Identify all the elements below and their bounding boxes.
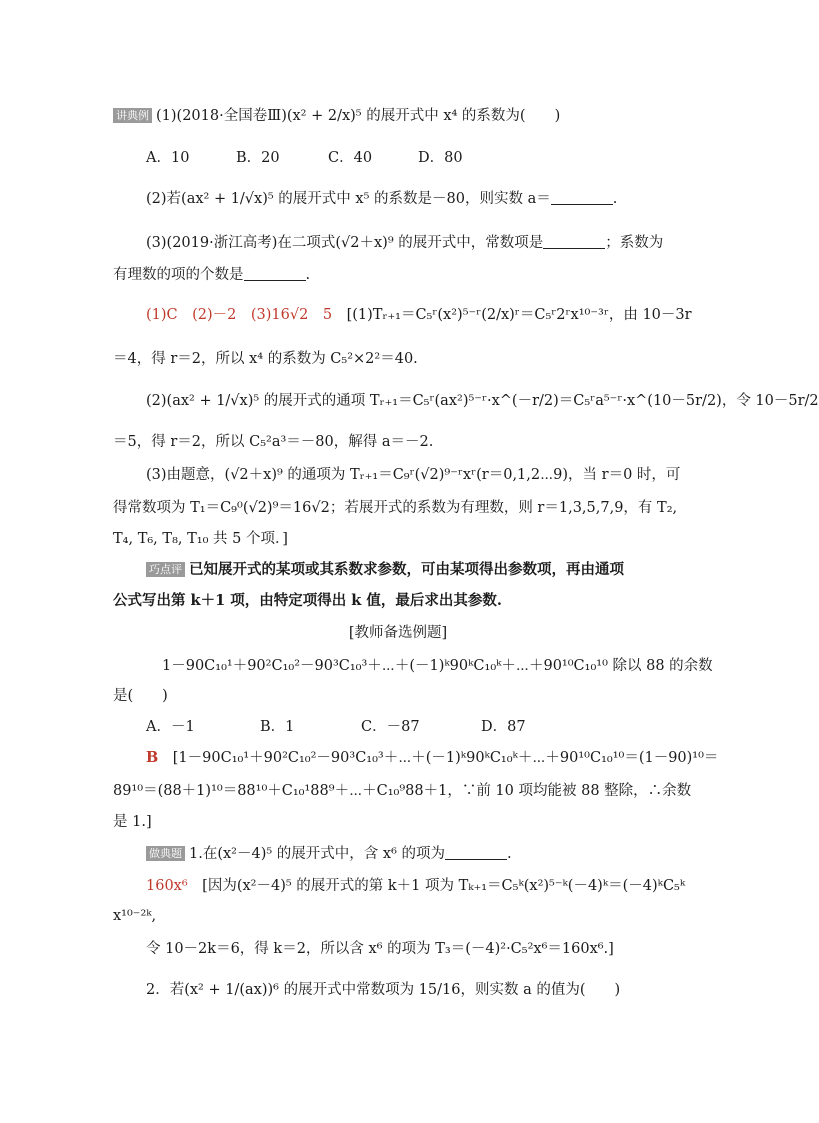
answer-blank bbox=[445, 845, 507, 860]
question-text: (2)若(ax² + 1/√x)⁵ 的展开式中 x⁵ 的系数是－80，则实数 a＝ bbox=[146, 191, 551, 207]
example-1-options bbox=[146, 148, 683, 168]
option-a: A．－1 bbox=[146, 719, 195, 735]
option-b: B．20 bbox=[236, 150, 280, 166]
solution-line bbox=[113, 498, 683, 518]
question-text: 是( ) bbox=[113, 688, 168, 704]
comment-line bbox=[113, 591, 683, 611]
example-3-question bbox=[146, 233, 683, 253]
period: . bbox=[305, 267, 311, 283]
option-c: C．－87 bbox=[361, 719, 420, 735]
solution-line bbox=[146, 391, 819, 411]
comment-line bbox=[146, 560, 683, 580]
solution-text: (3)由题意，(√2＋x)⁹ 的通项为 Tᵣ₊₁＝C₉ʳ(√2)⁹⁻ʳxʳ(r＝0,1,2⋯9)，当 r＝0 时，可 bbox=[146, 467, 681, 483]
solution-text: [(1)Tᵣ₊₁＝C₅ʳ(x²)⁵⁻ʳ(2/x)ʳ＝C₅ʳ2ʳx¹⁰⁻³ʳ，由 10－3r bbox=[346, 307, 692, 323]
answer-blank bbox=[244, 266, 306, 281]
teacher-example-question bbox=[162, 656, 713, 676]
solution-line bbox=[146, 465, 683, 485]
practice-1-solution-cont bbox=[146, 939, 683, 959]
question-text: 1.在(x²－4)⁵ 的展开式中，含 x⁶ 的项为 bbox=[189, 846, 445, 862]
comment-text: 已知展开式的某项或其系数求参数，可由某项得出参数项，再由通项 bbox=[189, 561, 624, 578]
practice-1-solution bbox=[146, 876, 686, 896]
solution-line bbox=[113, 529, 683, 549]
question-text-tail: ；系数为 bbox=[605, 235, 664, 251]
solution-line bbox=[146, 305, 692, 325]
option-a: A．10 bbox=[146, 150, 190, 166]
period: . bbox=[507, 846, 512, 862]
practice-1-question bbox=[146, 844, 683, 864]
section-tag-jiangdianli: 讲典例 bbox=[113, 108, 152, 123]
question-text: 2．若(x² + 1/(ax))⁶ 的展开式中常数项为 15/16，则实数 a 的值为( ) bbox=[146, 982, 621, 998]
comment-text: 公式写出第 k＋1 项，由特定项得出 k 值，最后求出其参数. bbox=[113, 592, 502, 609]
teacher-solution-line bbox=[113, 812, 683, 832]
practice-1-solution-cont bbox=[113, 906, 683, 926]
section-tag-zuodianti: 做典题 bbox=[146, 846, 185, 861]
section-tag-qiaodianping: 巧点评 bbox=[146, 562, 185, 577]
solution-text: ＝4，得 r＝2，所以 x⁴ 的系数为 C₅²×2²＝40. bbox=[113, 351, 418, 367]
answer-blank bbox=[543, 234, 605, 249]
answer-summary: (1)C (2)－2 (3)16√2 5 bbox=[146, 307, 333, 323]
teacher-example-options bbox=[146, 717, 683, 737]
solution-line bbox=[113, 432, 683, 452]
solution-text: x¹⁰⁻²ᵏ, bbox=[113, 908, 157, 924]
solution-text: 令 10－2k＝6，得 k＝2，所以含 x⁶ 的项为 T₃＝(－4)²·C₅²x⁶＝160x⁶.] bbox=[146, 941, 614, 957]
solution-text: (2)(ax² + 1/√x)⁵ 的展开式的通项 Tᵣ₊₁＝C₅ʳ(ax²)⁵⁻ʳ·x^(－r/2)＝C₅ʳa⁵⁻ʳ·x^(10－5r/2)，令 10－5r/2 bbox=[146, 393, 819, 409]
solution-text: T₄, T₆, T₈, T₁₀ 共 5 个项．] bbox=[113, 531, 288, 547]
answer-letter: B bbox=[146, 749, 159, 766]
answer-value: 160x⁶ bbox=[146, 878, 188, 894]
period: . bbox=[612, 191, 618, 207]
solution-line bbox=[113, 349, 683, 369]
teacher-solution-line bbox=[113, 781, 692, 801]
heading-text: [教师备选例题] bbox=[348, 625, 448, 641]
solution-text: [1－90C₁₀¹＋90²C₁₀²－90³C₁₀³＋⋯＋(－1)ᵏ90ᵏC₁₀ᵏ＋⋯＋90¹⁰C₁₀¹⁰＝(1－90)¹⁰＝ bbox=[172, 750, 719, 766]
question-text: (1)(2018·全国卷Ⅲ)(x² + 2/x)⁵ 的展开式中 x⁴ 的系数为( ) bbox=[156, 108, 561, 124]
solution-text: ＝5，得 r＝2，所以 C₅²a³＝－80，解得 a＝－2. bbox=[113, 434, 434, 450]
teacher-solution-line bbox=[146, 748, 719, 768]
practice-2-question bbox=[146, 980, 683, 1000]
solution-text: 是 1.] bbox=[113, 814, 152, 830]
example-2-question bbox=[146, 189, 683, 209]
question-text: 有理数的项的个数是 bbox=[113, 267, 244, 283]
solution-text: 得常数项为 T₁＝C₉⁰(√2)⁹＝16√2；若展开式的系数为有理数，则 r＝1,3,5,7,9，有 T₂, bbox=[113, 500, 678, 516]
option-d: D．87 bbox=[481, 719, 526, 735]
answer-blank bbox=[551, 190, 613, 205]
option-d: D．80 bbox=[418, 150, 463, 166]
teacher-example-heading bbox=[113, 623, 683, 643]
option-c: C．40 bbox=[328, 150, 373, 166]
teacher-example-question-cont bbox=[113, 686, 683, 706]
question-text: (3)(2019·浙江高考)在二项式(√2＋x)⁹ 的展开式中，常数项是 bbox=[146, 235, 544, 251]
question-text: 1－90C₁₀¹＋90²C₁₀²－90³C₁₀³＋⋯＋(－1)ᵏ90ᵏC₁₀ᵏ＋⋯＋90¹⁰C₁₀¹⁰ 除以 88 的余数 bbox=[162, 658, 713, 674]
solution-text: 89¹⁰＝(88＋1)¹⁰＝88¹⁰＋C₁₀¹88⁹＋⋯＋C₁₀⁹88＋1，∵前 10 项均能被 88 整除，∴余数 bbox=[113, 783, 692, 799]
example-1-question bbox=[113, 106, 683, 126]
option-b: B．1 bbox=[260, 719, 295, 735]
example-3-question-cont bbox=[113, 265, 683, 285]
solution-text: [因为(x²－4)⁵ 的展开式的第 k＋1 项为 Tₖ₊₁＝C₅ᵏ(x²)⁵⁻ᵏ(－4)ᵏ＝(－4)ᵏC₅ᵏ bbox=[202, 878, 686, 894]
